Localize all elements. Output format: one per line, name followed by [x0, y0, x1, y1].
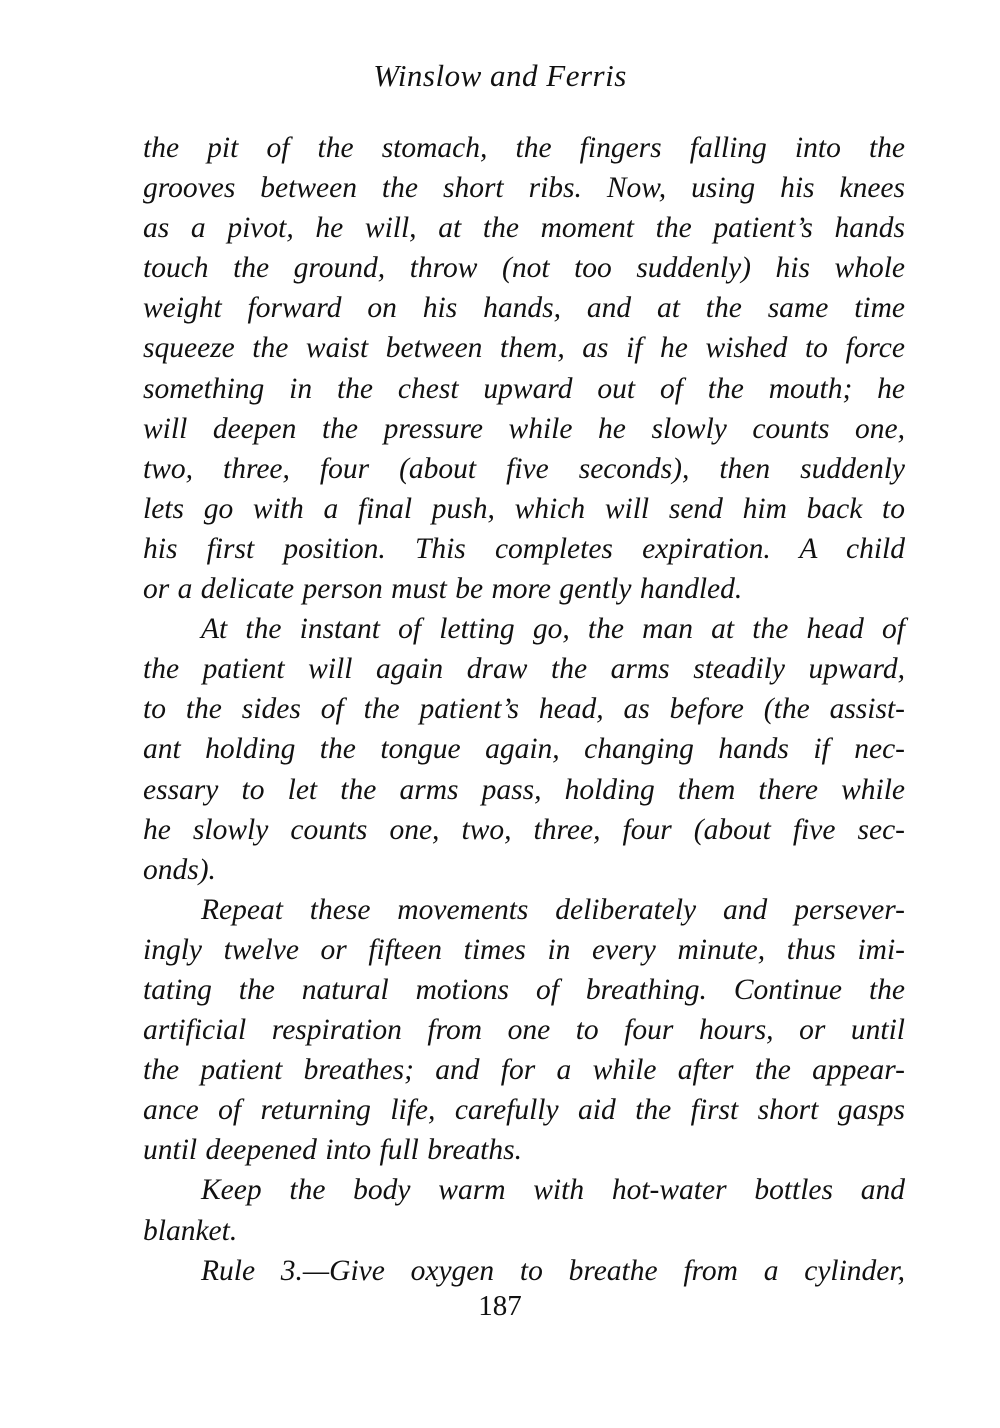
- running-head: Winslow and Ferris: [373, 58, 627, 93]
- page-number: 187: [478, 1290, 522, 1322]
- text-line: as a pivot, he will, at the moment the patient’s hands: [143, 212, 905, 245]
- text-line: Repeat these movements deliberately and persever-: [201, 893, 905, 926]
- paragraph: [143, 1170, 905, 1250]
- paragraph: [143, 609, 905, 890]
- text-line: ance of returning life, carefully aid the first short gasps: [143, 1094, 905, 1127]
- text-line: squeeze the waist between them, as if he wished to force: [143, 332, 905, 365]
- text-line: artificial respiration from one to four hours, or until: [143, 1014, 905, 1047]
- text-line: until deepened into full breaths.: [143, 1134, 522, 1167]
- paragraph: [143, 1251, 905, 1291]
- text-line: ant holding the tongue again, changing hands if nec-: [143, 733, 905, 766]
- text-line: weight forward on his hands, and at the same time: [143, 292, 905, 325]
- text-line: lets go with a final push, which will send him back to: [143, 492, 905, 525]
- text-line: tating the natural motions of breathing. Continue the: [143, 973, 905, 1006]
- text-line: the patient will again draw the arms steadily upward,: [143, 653, 905, 686]
- paragraph: [143, 890, 905, 1171]
- body-text: [143, 128, 905, 1291]
- paragraph: [143, 128, 905, 609]
- text-line: touch the ground, throw (not too suddenly) his whole: [143, 252, 905, 285]
- text-line: will deepen the pressure while he slowly counts one,: [143, 412, 905, 445]
- text-line: to the sides of the patient’s head, as before (the assist-: [143, 693, 905, 726]
- text-line: Rule 3.—Give oxygen to breathe from a cylinder,: [201, 1254, 905, 1287]
- text-line: grooves between the short ribs. Now, using his knees: [143, 172, 905, 205]
- text-line: essary to let the arms pass, holding them there while: [143, 773, 905, 806]
- text-line: his first position. This completes expiration. A child: [143, 532, 905, 565]
- text-line: At the instant of letting go, the man at the head of: [201, 613, 905, 646]
- text-line: or a delicate person must be more gently handled.: [143, 573, 743, 606]
- text-line: Keep the body warm with hot-water bottles and: [201, 1174, 905, 1207]
- text-line: ingly twelve or fifteen times in every minute, thus imi-: [143, 933, 905, 966]
- text-line: he slowly counts one, two, three, four (about five sec-: [143, 813, 905, 846]
- text-line: blanket.: [143, 1214, 238, 1247]
- text-line: something in the chest upward out of the mouth; he: [143, 372, 905, 405]
- text-line: the pit of the stomach, the fingers falling into the: [143, 132, 905, 164]
- text-line: onds).: [143, 853, 216, 886]
- text-line: the patient breathes; and for a while after the appear-: [143, 1054, 905, 1087]
- text-line: two, three, four (about five seconds), then suddenly: [143, 452, 905, 485]
